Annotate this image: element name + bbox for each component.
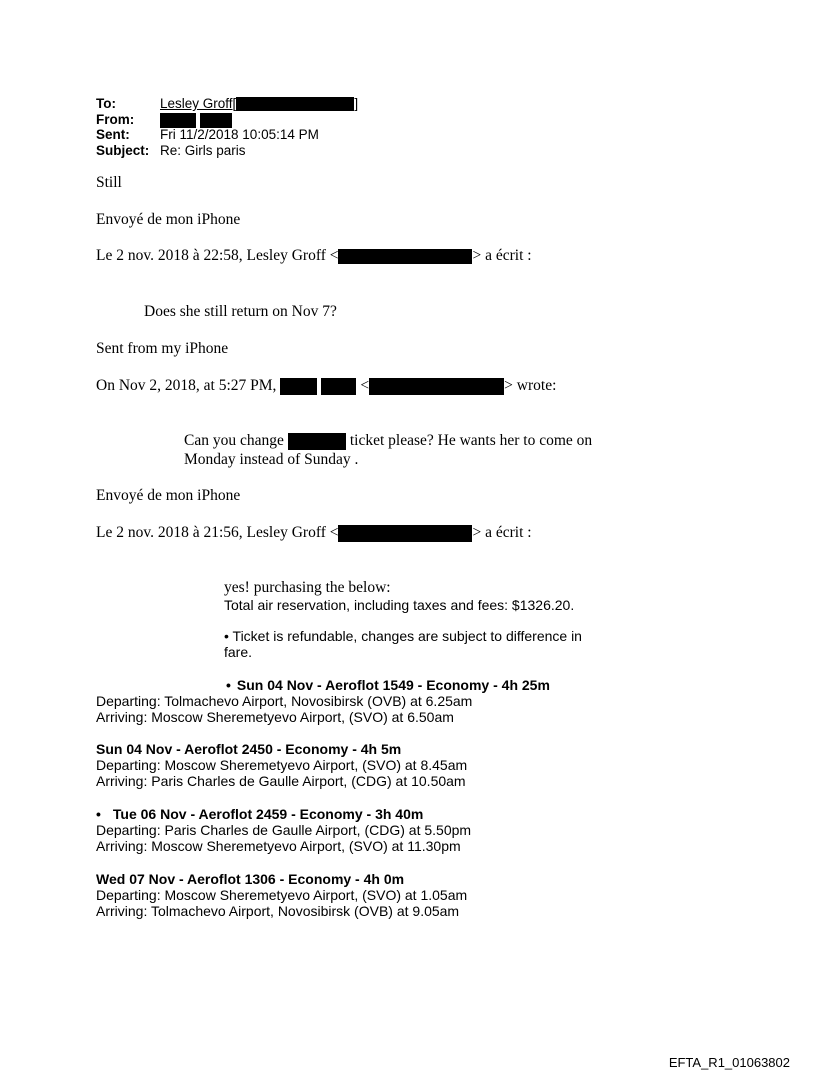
from-label: From: [96,112,135,127]
flight-2-depart: Departing: Moscow Sheremetyevo Airport, (SVO) at 8.45am [96,757,468,773]
redaction-block [288,433,346,450]
bullet: • [96,806,101,822]
header-subject [96,143,246,159]
redaction-block [160,113,196,128]
header-to [96,96,358,112]
change-request-line-2: Monday instead of Sunday . [184,451,359,468]
quote3-suffix: > a écrit : [472,524,532,541]
flight-4-arrive: Arriving: Tolmachevo Airport, Novosibirsk (OVB) at 9.05am [96,903,460,919]
change-req-b: ticket please? He wants her to come on [349,432,593,449]
flight-2-title: Sun 04 Nov - Aeroflot 2450 - Economy - 4h 5m [96,741,402,757]
quote1-prefix: Le 2 nov. 2018 à 22:58, Lesley Groff < [96,247,339,264]
redaction-block [321,378,356,395]
signature-2: Sent from my iPhone [96,340,229,357]
body-still: Still [96,174,122,191]
quote-header-3 [96,524,532,542]
change-request-line-1 [184,432,592,450]
flight-title-text: Sun 04 Nov - Aeroflot 1549 - Economy - 4h 25m [236,677,550,693]
quote2-prefix: On Nov 2, 2018, at 5:27 PM, [96,377,277,394]
yes-line: yes! purchasing the below: [224,579,391,596]
flight-4-title: Wed 07 Nov - Aeroflot 1306 - Economy - 4h 0m [96,871,405,887]
signature-3: Envoyé de mon iPhone [96,487,241,504]
to-bracket-close: ] [354,96,359,111]
redaction-block [280,378,317,395]
signature-1: Envoyé de mon iPhone [96,211,241,228]
flight-1-arrive: Arriving: Moscow Sheremetyevo Airport, (SVO) at 6.50am [96,709,454,725]
header-sent [96,127,319,143]
quote1-suffix: > a écrit : [472,247,532,264]
redaction-block [338,249,472,264]
quote2-lt: < [360,377,370,394]
quote-header-2 [96,377,556,395]
flight-1-depart: Departing: Tolmachevo Airport, Novosibirsk (OVB) at 6.25am [96,693,473,709]
sent-label: Sent: [96,127,130,142]
flight-3-title [96,806,423,822]
redaction-block [200,113,232,128]
quote2-suffix: > wrote: [504,377,557,394]
redaction-block [236,97,354,111]
bullet: • [226,677,231,693]
to-bracket-open: [ [232,96,237,111]
to-value: Lesley Groff [160,96,233,111]
subject-value: Re: Girls paris [160,143,246,158]
refund-line-2: fare. [224,644,253,660]
quote-header-1 [96,247,532,265]
sent-value: Fri 11/2/2018 10:05:14 PM [160,127,319,142]
flight-title-text: Tue 06 Nov - Aeroflot 2459 - Economy - 3h 40m [112,806,424,822]
header-from [96,112,232,128]
flight-2-arrive: Arriving: Paris Charles de Gaulle Airport, (CDG) at 10.50am [96,773,466,789]
redaction-block [369,378,504,395]
to-label: To: [96,96,116,111]
question-line: Does she still return on Nov 7? [144,303,337,320]
subject-label: Subject: [96,143,150,158]
redaction-block [338,525,472,542]
flight-3-depart: Departing: Paris Charles de Gaulle Airport, (CDG) at 5.50pm [96,822,472,838]
flight-4-depart: Departing: Moscow Sheremetyevo Airport, (SVO) at 1.05am [96,887,468,903]
document-id: EFTA_R1_01063802 [668,1055,790,1070]
quote3-prefix: Le 2 nov. 2018 à 21:56, Lesley Groff < [96,524,339,541]
flight-3-arrive: Arriving: Moscow Sheremetyevo Airport, (SVO) at 11.30pm [96,838,461,854]
refund-line-1: • Ticket is refundable, changes are subject to difference in [224,628,582,644]
change-req-a: Can you change [184,432,284,449]
flight-1-title [226,677,550,693]
total-line: Total air reservation, including taxes and fees: $1326.20. [224,597,575,613]
